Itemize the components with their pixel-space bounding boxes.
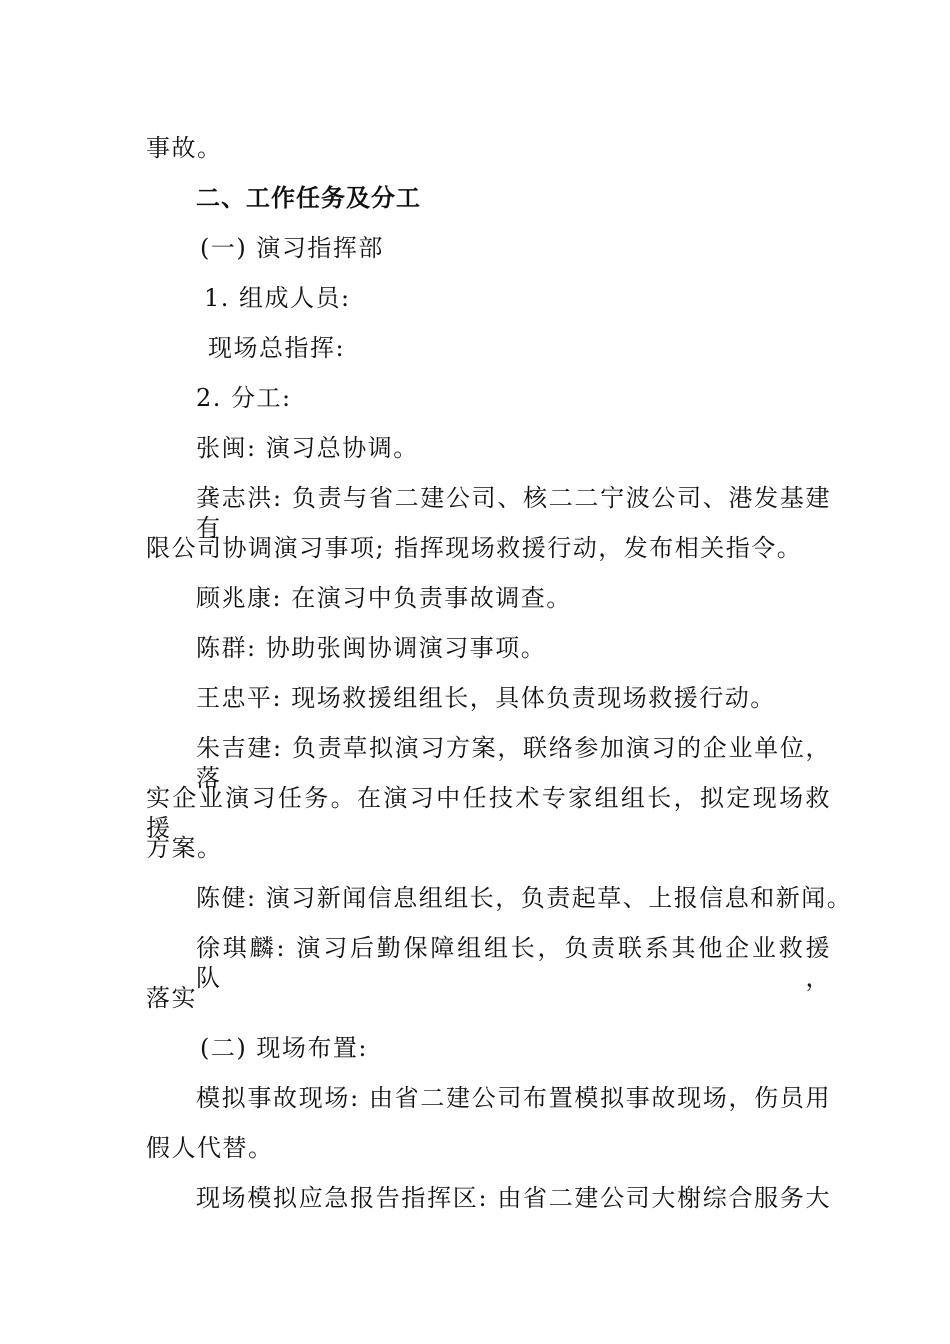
text-line: 2. 分工:	[196, 384, 292, 412]
subsection-heading: (二) 现场布置:	[200, 1034, 368, 1062]
subsection-heading: (一) 演习指挥部	[200, 234, 384, 262]
text-line: 顾兆康: 在演习中负责事故调查。	[196, 584, 572, 612]
text-line: 张闽: 演习总协调。	[196, 434, 419, 462]
text-line: 实企业演习任务。在演习中任技术专家组组长，拟定现场救援	[146, 784, 831, 842]
text-line: 龚志洪: 负责与省二建公司、核二二宁波公司、港发基建有	[196, 484, 831, 542]
text-line: 1. 组成人员:	[204, 284, 351, 312]
text-line: 徐琪麟: 演习后勤保障组组长，负责联系其他企业救援队，	[196, 934, 831, 992]
text-line: 方案。	[146, 834, 223, 862]
text-line: 限公司协调演习事项; 指挥现场救援行动，发布相关指令。	[146, 534, 803, 562]
text-line: 模拟事故现场: 由省二建公司布置模拟事故现场，伤员用	[196, 1084, 831, 1112]
text-line: 陈群: 协助张闽协调演习事项。	[196, 634, 547, 662]
text-line: 朱吉建: 负责草拟演习方案，联络参加演习的企业单位，落	[196, 734, 831, 792]
text-line: 陈健: 演习新闻信息组组长，负责起草、上报信息和新闻。	[196, 884, 853, 912]
text-line: 假人代替。	[146, 1134, 274, 1162]
text-line: 事故。	[146, 134, 223, 162]
text-line: 现场模拟应急报告指挥区: 由省二建公司大榭综合服务大	[196, 1184, 831, 1212]
text-line: 王忠平: 现场救援组组长，具体负责现场救援行动。	[196, 684, 776, 712]
text-line: 落实	[146, 984, 197, 1012]
text-line: 现场总指挥:	[208, 334, 346, 362]
section-heading: 二、工作任务及分工	[196, 184, 421, 212]
